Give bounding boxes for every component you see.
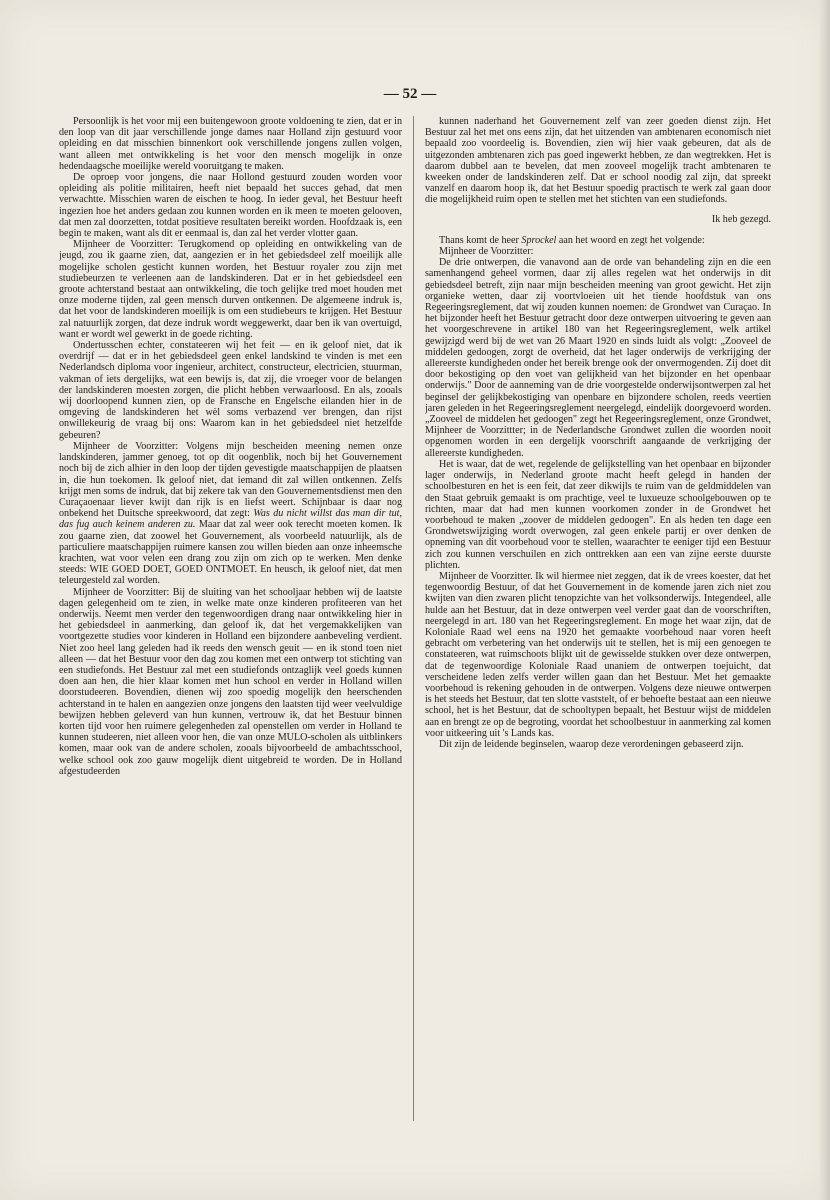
paragraph: De drie ontwerpen, die vanavond aan de orde van behandeling zijn en die een samenhangend geheel vormen, daar zij alles regelen wat het onderwijs in dit gebiedsdeel betreft, zijn naar mijn bescheiden meening van groot gewicht. Het zijn organieke wetten, daar zij voortvloeien uit het tiende hoofdstuk van ons Regeeringsreglement, dat wij zouden kunnen noemen: de Grondwet van Curaçao. In het bijzonder heeft het Bestuur getracht door deze ontwerpen uitvoering te geven aan het voorgeschrevene in artikel 180 van het Regeeringsreglement, welk artikel gewijzigd werd bij de wet van 26 Maart 1920 en sinds luidt als volgt: „Zooveel de middelen gedoogen, zorgt de overheid, dat het lager onderwijs de verkrijging der allereerste kundigheden onder het bereik brenge ook der onvermogenden. Zij doet dit door bekostiging op den voet van gelijkheid van het bijzonder en het openbaar onderwijs." Door de aanneming van de drie voorgestelde onderwijsontwerpen zal het beginsel der gelijkbekostiging van openbare en bijzondere scholen, reeds veertien jaren geleden in het Regeeringsreglement neergelegd, eindelijk doorgevoerd worden. „Zooveel de middelen het gedoogen" zegt het Regeeringsreglement, onze Grondwet, Mijnheer de Voorzittter; in de Nederlandsche Grondwet zullen die woorden nooit opgenomen worden in een dergelijk voorschrift aangaande de verkrijging der allereerste kundigheden. (425, 257, 771, 459)
text-run: aan het woord en zegt het volgende: (558, 234, 705, 246)
salutation: Mijnheer de Voorzitter: (439, 246, 534, 258)
paragraph: De oproep voor jongens, die naar Hollond gestuurd zouden worden voor opleiding als politie militairen, heeft niet bepaald het succes gehad, dat men verwachtte. Misschien waren de eischen te hoog. In ieder geval, het Bestuur heeft ingezien hoe het anders gedaan zou kunnen worden en ik meen te moeten gelooven, dat men zal doorzetten, totdat positieve resultaten bereikt worden. Hoofdzaak is, een begin te maken, want als dit er eenmaal is, dan zal het verder vlotter gaan. (59, 172, 402, 240)
text-run: Mijnheer de Voorzitter: Volgens mijn bescheiden meening nemen onze landskinderen, jammer genoeg, tot op dit oogenblik, noch bij het Gouvernement noch bij de zich alhier in den loop der tijden gevestigde maatschappijen de plaatsen in, die hun toekomen. Ik geloof niet, dat iemand dit zal willen ontkennen. Zelfs krijgt men soms de indruk, dat bij zekere tak van den Gouvernementsdienst men den Curaçaoenaar liever kwijt dan rijk is en liefst weert. Schijnbaar is daar nog onbekend het Duitsche spreekwoord, dat zegt: (59, 440, 402, 520)
sign-off: Ik heb gezegd. (711, 213, 771, 225)
column-divider (413, 116, 414, 1121)
paragraph: Het is waar, dat de wet, regelende de gelijkstelling van het openbaar en bijzonder lager onderwijs, in Nederland groote macht heeft gelegd in handen der schoolbesturen en het is een feit, dat zeer dikwijls te ruim van de geldmiddelen van den Staat gebruik gemaakt is om prachtige, veel te luxueuze schoolgebouwen op te richten, maar dat had men kunnen voorkomen zonder in de Grondwet het voorbehoud te maken „zoover de middelen gedoogen". En als heden ten dage een Grondwetswijziging wordt overwogen, zal geen enkele partij er over denken de opneming van dit voorbehoud voor te stellen, waarachter te eeniger tijd een Bestuur zich zou kunnen verschuilen en zich onttrekken aan een van zijne eerste duurste plichten. (425, 458, 771, 571)
paragraph: Mijnheer de Voorzitter: Bij de sluiting van het schooljaar hebben wij de laatste dagen gelegenheid om te zien, in welke mate onze kinderen profiteeren van het onderwijs. Neemt men verder den tegenwoordigen drang naar ontwikkeling hier in het gebiedsdeel in aanmerking, dan geloof ik, dat het vergemakkelijken van voortgezette studies voor kinderen in Holland een bijzondere aanbeveling verdient. Niet zoo heel lang geleden had ik reeds den wensch geuit — en ik stond toen niet alleen — dat het Bestuur voor den dag zou komen met een ontwerp tot stichting van een studiefonds. Het Bestuur zal met een studiefonds ontzaglijk veel goeds kunnen doen aan hen, die hier klaar komen met hun school en verder in Holland willen doorstudeeren. Bovendien, dienen wij zoo spoedig mogelijk den heerschenden achterstand in te halen en aangezien onze jongens den laatsten tijd weer veelvuldige bewijzen hebben geleverd van hun kunnen, vertrouw ik, dat het Bestuur binnen korten tijd voor hen ruimere gelegenheden zal openstellen om verder in Holland te kunnen studeeren, niet alleen voor hen, die van onze MULO-scholen als uitblinkers komen, maar ook van de andere scholen, zooals bijvoorbeeld de ambachtsschool, welke school ook zoo gauw mogelijk dient uitgebreid te worden. De in Holland afgestudeerden (59, 586, 402, 777)
page-number: — 52 — (383, 86, 437, 102)
paragraph: Mijnheer de Voorzitter: Terugkomend op opleiding en ontwikkeling van de jeugd, zou ik gaarne zien, dat, aangezien er in het gebiedsdeel zelf moeilijk alle mogelijke scholen gesticht kunnen worden, het Bestuur royaler zou zijn met studiebeurzen te verleenen aan de landskinderen. Dat er in het gebiedsdeel een groote achterstand bestaat aan ontwikkeling, die toch gelijke tred moet houden met onze moderne tijden, zal geen mensch durven ontkennen. De algemeene indruk is, dat het voor de landskinderen moeilijk is om een studiebeurs te krijgen. Het Bestuur zal natuurlijk zorgen, dat deze indruk wordt weggewerkt, daar ben ik van overtuigd, want er wordt wel gewerkt in de goede richting. (59, 239, 402, 340)
paragraph: Ondertusschen echter, constateeren wij het feit — en ik geloof niet, dat ik overdrijf — dat er in het gebiedsdeel geen enkel landskind te vinden is met een Nederlandsch diploma voor ingenieur, architect, constructeur, electricien, stuurman, vakman of iets dergelijks, wat een bewijs is, dat zij, die vroeger voor de belangen der landskinderen moesten zorgen, die plicht hebben verwaarloosd. En als, zooals wij doorloopend kunnen zien, op de Fransche en Engelsche eilanden hier in de omgeving de landskinderen het wèl soms verbazend ver brengen, dan rijst onwillekeurig de vraag bij ons: Waarom kan in het gebiedsdeel niet hetzelfde gebeuren? (59, 340, 402, 441)
paragraph (425, 235, 771, 246)
left-column (59, 116, 402, 1126)
page-edge (820, 0, 830, 1200)
paragraph: Persoonlijk is het voor mij een buitengewoon groote voldoening te zien, dat er in den loop van dit jaar verschillende jonge dames naar Holland zijn gestuurd voor opleiding en dat misschien binnenkort ook verschillende jongens zullen volgen, want alleen met ontwikkeling is het voor den mensch mogelijk in onze hedendaagsche moeilijke wereld vooruitgang te maken. (59, 116, 402, 172)
paragraph: kunnen naderhand het Gouvernement zelf van zeer goeden dienst zijn. Het Bestuur zal het met ons eens zijn, dat het uitzenden van ambtenaren economisch niet bepaald zoo voordeelig is. Bovendien, zien wij hier vaak gebeuren, dat als de uitgezonden ambtenaren zich pas goed ingewerkt hebben, ze dan wegtrekken. Het is daarom dubbel aan te bevelen, dat men zooveel mogelijk tracht ambtenaren te kweeken onder de landskinderen zelf. Dat er school noodig zal zijn, dat spreekt vanzelf en daarom hoop ik, dat het Bestuur spoedig practisch te werk zal gaan door die mogelijkheid ruim open te stellen met het stichten van een studiefonds. (425, 116, 771, 206)
text-run: Maar dat zal weer ook terecht moeten komen. Ik zou gaarne zien, dat zoowel het Gouvernement, als voorbeeld natuurlijk, als de particuliere maatschappijen ruimere kansen zou willen bieden aan onze inheemsche krachten, wat voor velen een drang zou zijn om zich op te werken. Men denke steeds: WIE GOED DOET, GOED ONTMOET. En heusch, ik geloof niet, dat men teleurgesteld zal worden. (59, 519, 402, 587)
right-column (425, 116, 771, 776)
speaker-name: Sprockel (521, 234, 557, 246)
paragraph: Dit zijn de leidende beginselen, waarop deze verordeningen gebaseerd zijn. (439, 738, 744, 750)
german-proverb: Was du nicht willst das man dir tut, das fug auch keinem anderen zu. (59, 508, 402, 531)
paragraph (59, 441, 402, 587)
paragraph: Mijnheer de Voorzitter. Ik wil hiermee niet zeggen, dat ik de vrees koester, dat het tegenwoordig Bestuur, of dat het Gouvernement in de komende jaren zich niet zou kwijten van dien zwaren plicht tenopzichte van het volksonderwijs. Integendeel, alle hulde aan het Bestuur, dat in deze ontwerpen veel verder gaat dan de voorschriften, neergelegd in art. 180 van het Regeeringsreglement. En moge het waar zijn, dat de Koloniale Raad wel eens na 1920 het gemaakte voorbehoud naar voren heeft gebracht om verbetering van het onderwijs uit te stellen, het is mij een genoegen te constateeren, wat ruimschoots blijkt uit de gewisselde stukken over deze ontwerpen, dat de tegenwoordige Koloniale Raad unaniem de ontwerpen toejuicht, dat verscheidene leden zelfs verder willen gaan dan het Bestuur. Met het gemaakte voorbehoud is rekening gehouden in de ontwerpen. Volgens deze nieuwe ontwerpen is het steeds het Bestuur, dat ten slotte vaststelt, of er behoefte bestaat aan een nieuwe school, het is het Bestuur, dat de schooltypen bepaalt, het Bestuur wijst de middelen aan en brengt ze op de begroting, voordat het schoolbestuur in aanmerking zal komen voor uitkeering uit 's Lands kas. (425, 570, 771, 739)
text-run: Thans komt de heer (439, 234, 519, 246)
